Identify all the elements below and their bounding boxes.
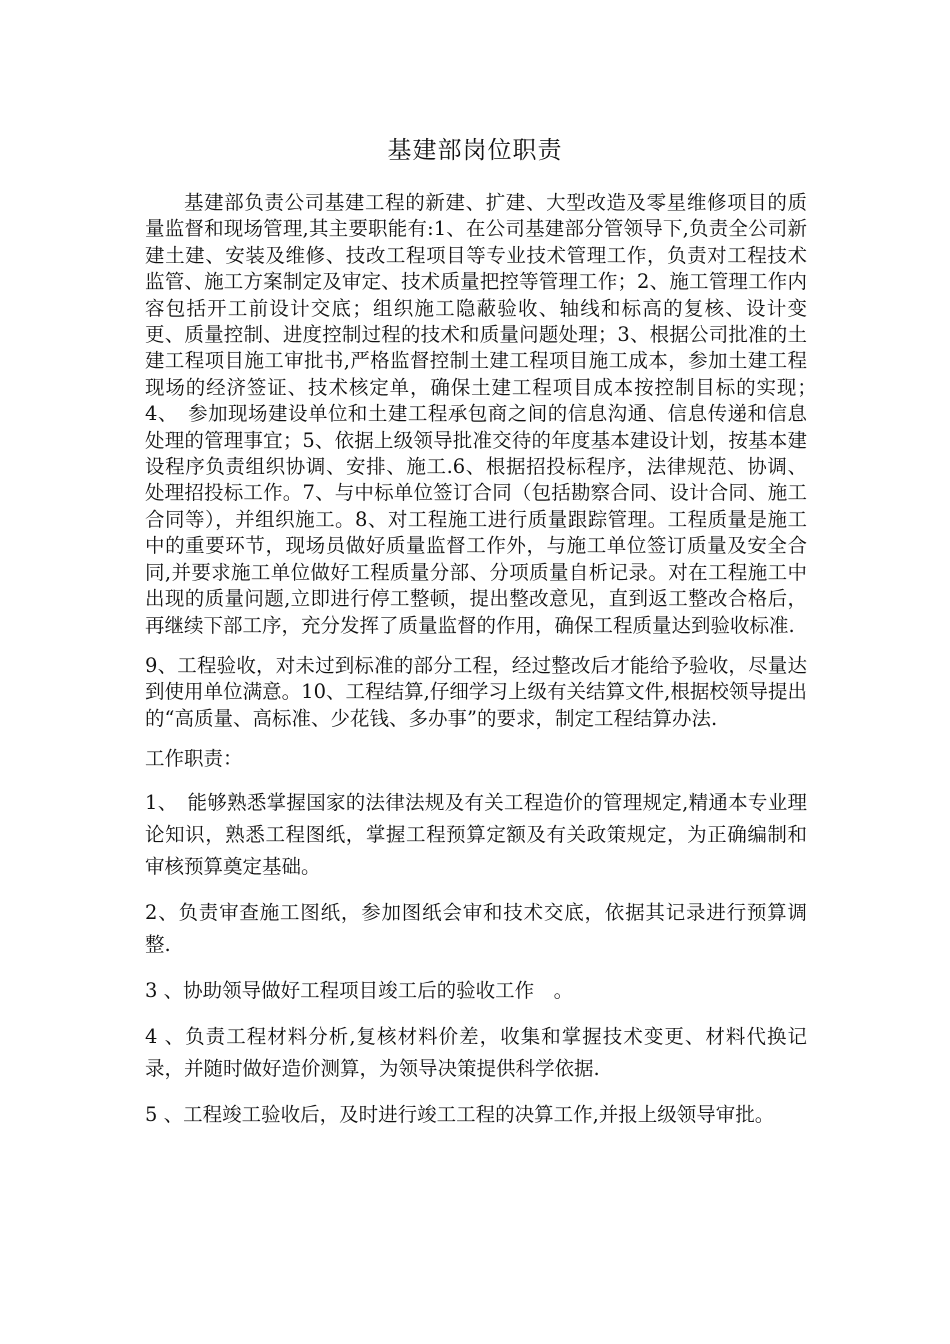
intro-paragraph: 基建部负责公司基建工程的新建、扩建、大型改造及零星维修项目的质量监督和现场管理,其主要职能有:1、在公司基建部分管领导下,负责全公司新建土建、安装及维修、技改工程项目等专业技术管理工作，负责对工程技术监管、施工方案制定及审定、技术质量把控等管理工作；2、施工管理工作内容包括开工前设计交底；组织施工隐蔽验收、轴线和标高的复核、设计变更、质量控制、进度控制过程的技术和质量问题处理；3、根据公司批准的土建工程项目施工审批书,严格监督控制土建工程项目施工成本，参加土建工程现场的经济签证、技术核定单，确保土建工程项目成本按控制目标的实现； 4、 参加现场建设单位和土建工程承包商之间的信息沟通、信息传递和信息处理的管理事宜；5、依据上级领导批准交待的年度基本建设计划，按基本建设程序负责组织协调、安排、施工.6、根据招投标程序，法律规范、协调、处理招投标工作。7、与中标单位签订合同（包括勘察合同、设计合同、施工合同等），并组织施工。8、对工程施工进行质量跟踪管理。工程质量是施工中的重要环节，现场员做好质量监督工作外，与施工单位签订质量及安全合同,并要求施工单位做好工程质量分部、分项质量自析记录。对在工程施工中出现的质量问题,立即进行停工整顿，提出整改意见，直到返工整改合格后，再继续下部工序，充分发挥了质量监督的作用，确保工程质量达到验收标准. <box>145 191 827 637</box>
duty-item-4: 4 、负责工程材料分析,复核材料价差，收集和掌握技术变更、材料代换记录，并随时做好造价测算，为领导决策提供科学依据. <box>145 1024 807 1080</box>
document-body <box>145 190 827 1145</box>
duties-heading: 工作职责： <box>145 747 243 771</box>
duty-item-2: 2、负责审查施工图纸，参加图纸会审和技术交底，依据其记录进行预算调整. <box>145 900 807 956</box>
document-title: 基建部岗位职责 <box>387 136 563 164</box>
duty-item-1: 1、 能够熟悉掌握国家的法律法规及有关工程造价的管理规定,精通本专业理论知识，熟悉工程图纸，掌握工程预算定额及有关政策规定，为正确编制和审核预算奠定基础。 <box>145 790 807 878</box>
duty-item-3: 3 、协助领导做好工程项目竣工后的验收工作 。 <box>145 978 574 1002</box>
duty-item-5: 5 、工程竣工验收后，及时进行竣工工程的决算工作,并报上级领导审批。 <box>145 1102 775 1126</box>
acceptance-settlement-paragraph: 9、工程验收，对未过到标准的部分工程，经过整改后才能给予验收，尽量达到使用单位满意。10、工程结算,仔细学习上级有关结算文件,根据校领导提出的“高质量、高标准、少花钱、多办事”的要求，制定工程结算办法. <box>145 653 807 730</box>
